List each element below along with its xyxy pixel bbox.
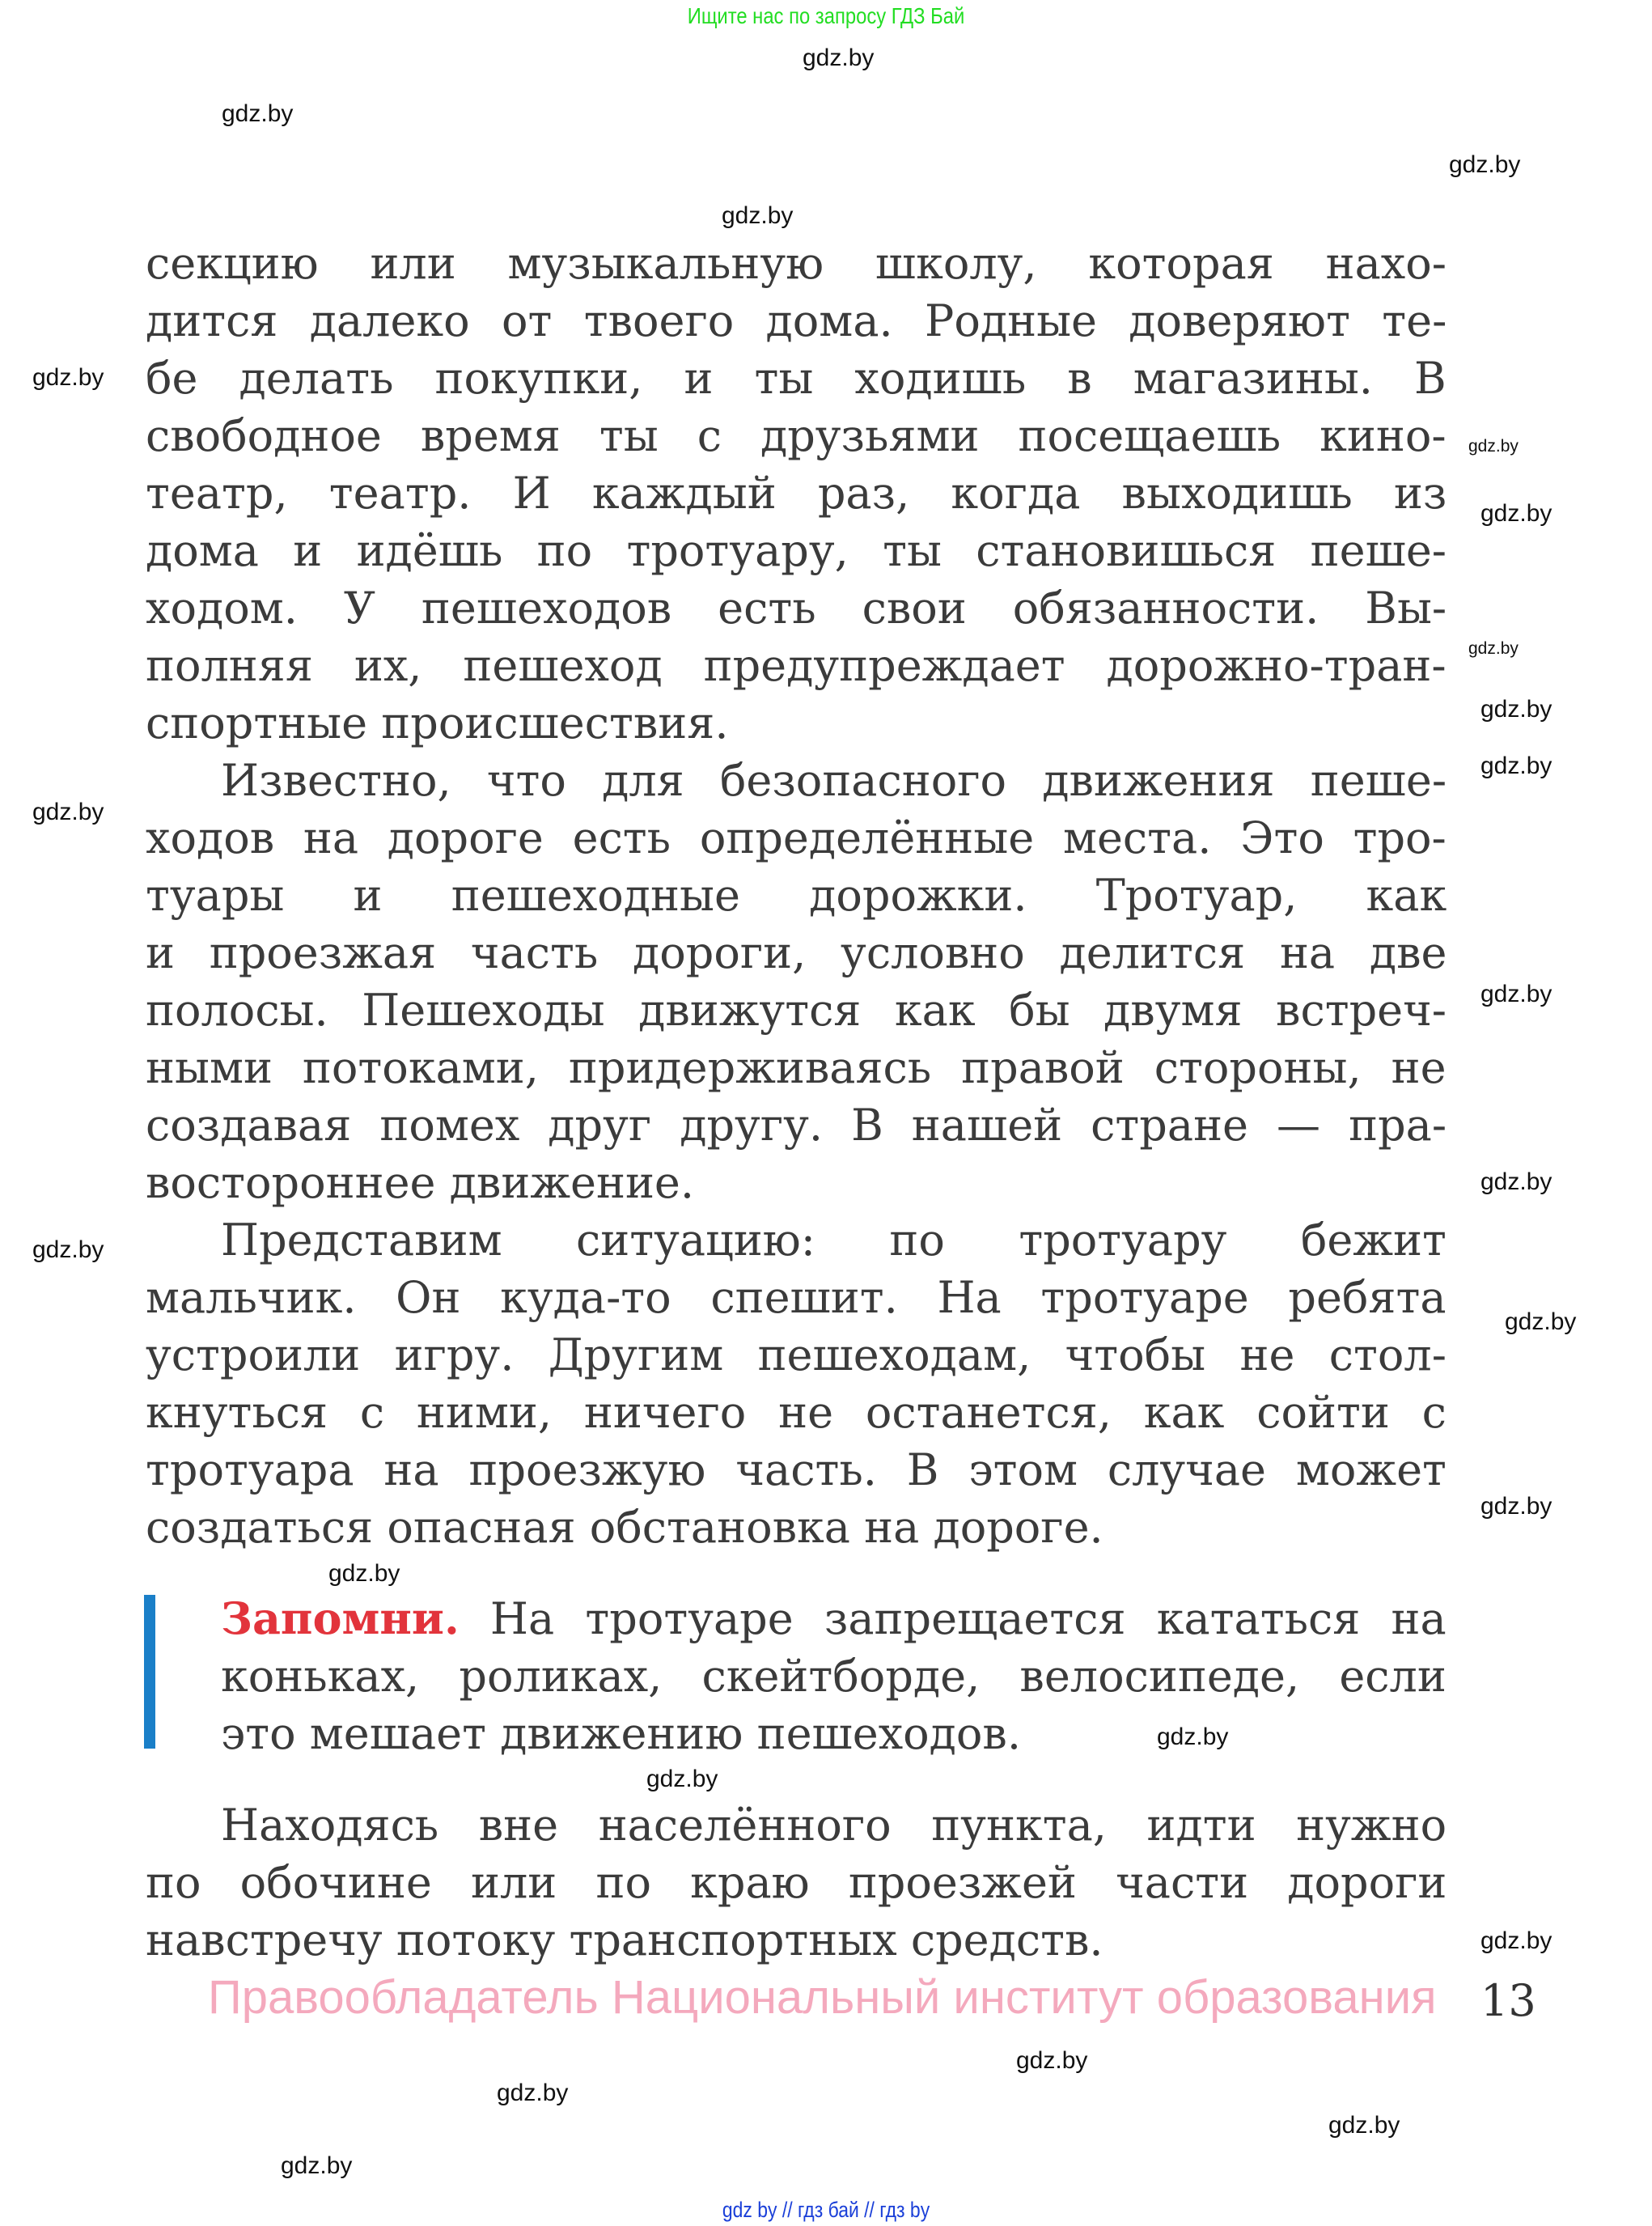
note-line: коньках, роликах, скейтборде, велосипеде, если	[221, 1651, 1447, 1702]
text-line: дится далеко от твоего дома. Родные доверяют те-	[146, 295, 1447, 346]
text-line: Представим ситуацию: по тротуару бежит	[221, 1215, 1447, 1266]
gdz-watermark: gdz.by	[803, 45, 875, 71]
gdz-watermark: gdz.by	[222, 100, 294, 127]
text-line: по обочине или по краю проезжей части дороги	[146, 1857, 1447, 1908]
footer-links[interactable]: gdz by // гдз бай // гдз by	[722, 2198, 930, 2222]
gdz-watermark: gdz.by	[722, 202, 794, 229]
gdz-watermark: gdz.by	[281, 2152, 353, 2179]
gdz-watermark: gdz.by	[1480, 1927, 1552, 1954]
text-line: мальчик. Он куда-то спешит. На тротуаре ребята	[146, 1272, 1447, 1323]
text-line: свободное время ты с друзьями посещаешь кино-	[146, 410, 1447, 461]
text-line: и проезжая часть дороги, условно делится на две	[146, 927, 1447, 978]
gdz-watermark: gdz.by	[1480, 981, 1552, 1007]
gdz-watermark: gdz.by	[1016, 2047, 1088, 2074]
text-line: создавая помех друг другу. В нашей стране — пра-	[146, 1100, 1447, 1151]
text-line: ходов на дороге есть определённые места. Это тро-	[146, 812, 1447, 863]
gdz-watermark: gdz.by	[1328, 2112, 1400, 2139]
note-line: это мешает движению пешеходов.	[221, 1708, 1021, 1759]
top-search-banner: Ищите нас по запросу ГДЗ Бай	[687, 3, 965, 28]
gdz-watermark: gdz.by	[1505, 1308, 1577, 1335]
text-line: навстречу потоку транспортных средств.	[146, 1914, 1103, 1965]
note-line	[221, 1590, 1447, 1647]
gdz-watermark: gdz.by	[1480, 500, 1552, 527]
text-line: тротуара на проезжую часть. В этом случае может	[146, 1444, 1447, 1495]
note-accent-bar	[144, 1595, 155, 1749]
page-number: 13	[1480, 1975, 1536, 2026]
text-line: туары и пешеходные дорожки. Тротуар, как	[146, 870, 1447, 921]
text-line: секцию или музыкальную школу, которая нахо-	[146, 238, 1447, 289]
gdz-watermark: gdz.by	[1480, 1493, 1552, 1520]
gdz-watermark: gdz.by	[1468, 639, 1519, 658]
text-line: кнуться с ними, ничего не останется, как сойти с	[146, 1387, 1447, 1438]
note-label: Запомни.	[221, 1592, 460, 1644]
gdz-watermark: gdz.by	[32, 364, 104, 391]
text-line: полняя их, пешеход предупреждает дорожно-тран-	[146, 640, 1447, 691]
text-line: бе делать покупки, и ты ходишь в магазины. В	[146, 353, 1447, 404]
gdz-watermark: gdz.by	[1480, 753, 1552, 779]
note-text: На тротуаре запрещается кататься на	[459, 1593, 1447, 1644]
gdz-watermark: gdz.by	[1449, 151, 1521, 178]
rights-holder-watermark: Правообладатель Национальный институт образования	[208, 1971, 1437, 2024]
text-line: Находясь вне населённого пункта, идти нужно	[221, 1800, 1447, 1851]
text-line: ными потоками, придерживаясь правой стороны, не	[146, 1042, 1447, 1093]
gdz-watermark: gdz.by	[1480, 1168, 1552, 1195]
gdz-watermark: gdz.by	[32, 1236, 104, 1263]
text-line: театр, театр. И каждый раз, когда выходишь из	[146, 468, 1447, 519]
gdz-watermark: gdz.by	[1480, 696, 1552, 723]
text-line: дома и идёшь по тротуару, ты становишься пеше-	[146, 525, 1447, 576]
gdz-watermark: gdz.by	[646, 1766, 718, 1792]
gdz-watermark: gdz.by	[1468, 437, 1519, 456]
text-line: создаться опасная обстановка на дороге.	[146, 1502, 1103, 1553]
gdz-watermark: gdz.by	[328, 1560, 400, 1587]
text-line: Известно, что для безопасного движения пеше-	[221, 755, 1447, 806]
gdz-watermark: gdz.by	[1157, 1724, 1229, 1750]
gdz-watermark: gdz.by	[497, 2080, 569, 2106]
gdz-watermark: gdz.by	[32, 799, 104, 825]
text-line: спортные происшествия.	[146, 697, 729, 748]
text-line: востороннее движение.	[146, 1157, 695, 1208]
text-line: устроили игру. Другим пешеходам, чтобы не стол-	[146, 1329, 1447, 1380]
text-line: полосы. Пешеходы движутся как бы двумя встреч-	[146, 985, 1447, 1036]
text-line: ходом. У пешеходов есть свои обязанности. Вы-	[146, 583, 1447, 634]
